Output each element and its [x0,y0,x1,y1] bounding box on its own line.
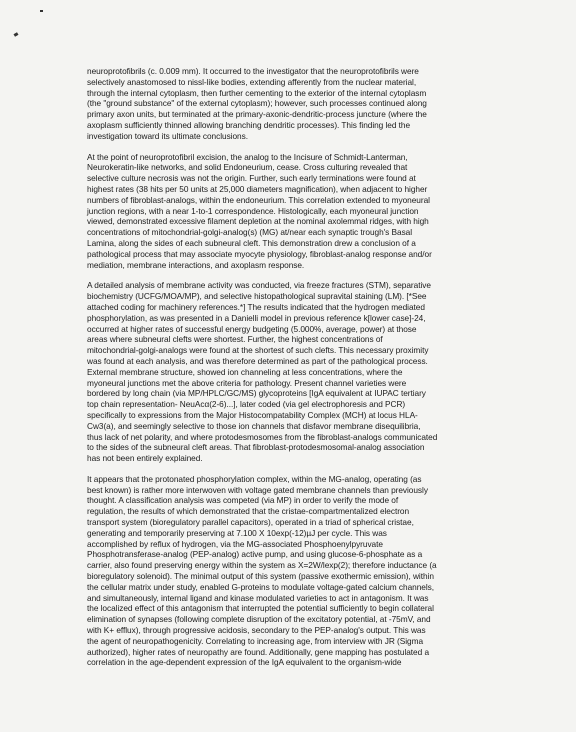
text-line: At the point of neuroprotofibril excision, the analog to the Incisure of Schmidt-Lanterman, [87,151,408,162]
text-line: viewed, demonstrated excessive filament depletion at the nominal axolemmal ridges, with high [87,216,429,227]
text-line: mediation, membrane interactions, and axoplasm response. [87,259,305,270]
text-line: A detailed analysis of membrane activity was conducted, via freeze fractures (STM), separative [87,280,431,291]
document-body [87,66,513,678]
text-line: Lamina, along the sides of each subneural cleft. This demonstration drew a conclusion of a [87,237,416,248]
text-line: Cw3(a), and seemingly selective to those ion channels that disfavor membrane disequilibria, [87,420,421,431]
text-line: thus lack of net polarity, and where protodesmosomes from the fibroblast-analogs communicated [87,431,438,442]
text-line: was found at each analysis, and was therefore determined as part of the pathological process. [87,355,428,366]
text-line: selectively anastomosed to nissl-like bodies, extending afferently from the nuclear material, [87,76,417,87]
text-line: specifically to expressions from the Major Histocompatability Complex (MCH) at locus HLA- [87,409,418,420]
text-line: regulation, the results of which demonstrated that the cristae-compartmentalized electron [87,506,410,517]
text-line: top chain representation- NeuAcα(2-6)...], later coded (via gel electrophoresis and PCR) [87,399,406,410]
text-line: External membrane structure, showed ion channeling at less concentrations, where the [87,366,403,377]
text-line: areas where subneural clefts were shortest. Further, the highest concentrations of [87,334,383,345]
text-line: elimination of synapses (following complete disruption of the excitatory potential, at -75mV, and [87,614,431,625]
text-line: primary axon units, but terminated at the primary-axonic-dendritic-process juncture (where the [87,109,427,120]
text-line: occurred at higher rates of successful energy budgeting (5.000%, average, power) at those [87,323,417,334]
body-paragraph [87,66,513,142]
text-line: with K+ efflux), through progressive acidosis, secondary to the PEP-analog's output. This was [87,625,426,636]
scan-tick-mark [14,32,19,37]
text-line: mitochondrial-golgi-analogs were found at the shortest of such clefts. This necessary proximity [87,345,429,356]
text-line: concentrations of mitochondrial-golgi-analog(s) (MG) at/near each synaptic trough's Basal [87,227,413,238]
text-line: neuroprotofibrils (c. 0.009 mm). It occurred to the investigator that the neuroprotofibrils were [87,66,419,76]
body-paragraph [87,474,513,668]
text-line: Neurokeratin-like networks, and solid Endoneurium, cease. Cross culturing revealed that [87,162,408,173]
text-line: attached coding for machinery references.*] The results indicated that the hydrogen mediated [87,301,425,312]
text-line: (the "ground substance" of the external cytoplasm); however, such processes continued along [87,98,427,109]
text-line: correlation in the age-dependent expression of the IgA equivalent to the organism-wide [87,657,402,668]
text-line: biochemistry (UCFG/MOA/MP), and selective histopathological supravital staining (LM). [*See [87,291,427,302]
text-line: numbers of fibroblast-analogs, within the endoneurium. This correlation extended to myoneural [87,194,430,205]
scan-speck-mark [40,10,43,12]
text-line: thought. A classification analysis was competed (via MP) in order to verify the mode of [87,495,399,506]
text-line: It appears that the protonated phosphorylation complex, within the MG-analog, operating (as [87,473,422,484]
text-line: generating and temporarily preserving at 7.100 X 10exp(-12)µJ per cycle. This was [87,527,387,538]
text-line: carrier, also found preserving energy within the system as X=2W/lexp(2); therefore inductance (a [87,560,437,571]
text-line: bioregulatory solenoid). The minimal output of this system (passive exothermic emission), within [87,571,434,582]
text-line: phosphorylation, as was presented in a Danielli model in previous reference k[lower case]-24, [87,312,426,323]
text-line: the cellular matrix under study, enabled G-proteins to modulate voltage-gated calcium channels, [87,581,434,592]
text-line: the localized effect of this antagonism that interrupted the potential sufficiently to begin collateral [87,603,434,614]
text-line: has not been entirely explained. [87,453,203,464]
text-line: Phosphotransferase-analog (PEP-analog) active pump, and using glucose-6-phosphate as a [87,549,423,560]
text-line: junction regions, with a near 1-to-1 correspondence. Histologically, each myoneural junction [87,205,419,216]
body-paragraph [87,152,513,271]
text-line: myoneural junctions met the above criteria for pathology. Present channel varieties were [87,377,407,388]
text-line: selective culture necrosis was not the origin. Further, such early terminations were found at [87,173,416,184]
text-line: accomplished by reflux of hydrogen, via the MG-associated Phosphoenylpyruvate [87,538,383,549]
text-line: investigation toward its ultimate conclusions. [87,130,248,141]
text-line: bordered by long chain (via MP/HPLC/GC/MS) glycoproteins [IgA equivalent at IUPAC tertiary [87,388,426,399]
text-line: through the internal cytoplasm, then further cementing to the exterior of the internal cytoplasm [87,87,427,98]
body-paragraph [87,280,513,464]
text-line: the agent of neuropathogenicity. Correlating to increasing age, from interview with JR (Sigma [87,635,424,646]
text-line: highest rates (38 hits per 50 units at 25,000 diameters magnification), when adjacent to higher [87,183,428,194]
text-line: axoplasm sufficiently thinned allowing branching dendritic processes). This finding led the [87,119,411,130]
text-line: pathological process that may associate myocyte physiology, fibroblast-analog response and/or [87,248,432,259]
text-line: to the sides of the subneural cleft areas. That fibroblast-protodesmosomal-analog association [87,442,425,453]
text-line: best known) is rather more interwoven with voltage gated membrane channels than previously [87,484,428,495]
text-line: and simultaneously, internal ligand and kinase modulated varieties to act in antagonism. It was [87,592,429,603]
text-line: transport system (bioregulatory parallel capacitors), operated in a triad of spherical cristae, [87,517,414,528]
text-line: authorized), higher rates of neuropathy are found. Additionally, gene mapping has postulated a [87,646,430,657]
